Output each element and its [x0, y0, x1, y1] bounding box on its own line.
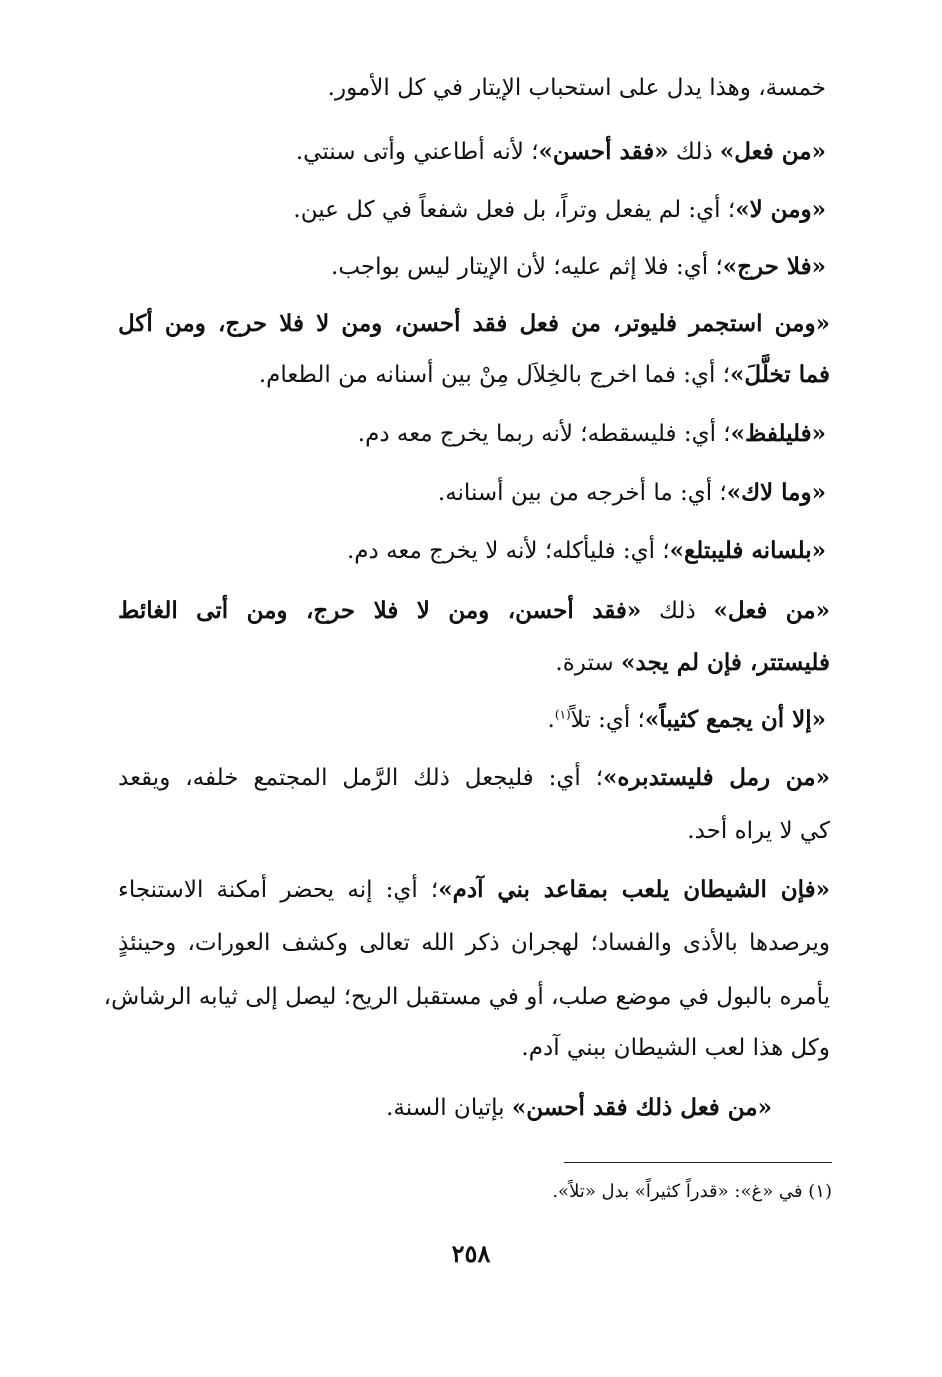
text-line: «من فعل ذلك فقد أحسن» بإتيان السنة. — [386, 1094, 772, 1121]
text-line: يأمره بالبول في موضع صلب، أو في مستقبل الريح؛ ليصل إلى ثيابه الرشاش، — [103, 984, 830, 1010]
text-line: «من رمل فليستدبره»؛ أي: فليجعل ذلك الرَّمل المجتمع خلفه، ويقعد — [118, 764, 830, 791]
text-line: «ومن استجمر فليوتر، من فعل فقد أحسن، ومن لا فلا حرج، ومن أكل — [118, 310, 830, 337]
footnote: (١) في «غ»: «قدراً كثيراً» بدل «تلاً». — [552, 1181, 832, 1202]
text-line: «ومن لا»؛ أي: لم يفعل وتراً، بل فعل شفعاً في كل عين. — [293, 196, 826, 223]
text-line: «فإن الشيطان يلعب بمقاعد بني آدم»؛ أي: إنه يحضر أمكنة الاستنجاء — [118, 876, 830, 903]
text-line: كي لا يراه أحد. — [687, 818, 830, 844]
text-line: فليستتر، فإن لم يجد» سترة. — [555, 649, 830, 676]
text-line: «بلسانه فليبتلع»؛ أي: فليأكله؛ لأنه لا يخرج معه دم. — [346, 537, 826, 564]
text-line: «إلا أن يجمع كثيباً»؛ أي: تلاً$^{(١)}$. — [547, 706, 826, 733]
text-line: ويرصدها بالأذى والفساد؛ لهجران ذكر الله تعالى وكشف العورات، وحينئذٍ — [118, 930, 830, 956]
page-number: ٢٥٨ — [451, 1239, 491, 1268]
text-line: «من فعل» ذلك «فقد أحسن، ومن لا فلا حرج، ومن أتى الغائط — [118, 597, 830, 624]
text-line: «فليلفظ»؛ أي: فليسقطه؛ لأنه ربما يخرج معه دم. — [357, 420, 826, 447]
footnote-ref: (١) — [554, 707, 571, 722]
text-line: «فلا حرج»؛ أي: فلا إثم عليه؛ لأن الإيتار ليس بواجب. — [331, 253, 826, 280]
text-line: «من فعل» ذلك «فقد أحسن»؛ لأنه أطاعني وأتى سنتي. — [295, 138, 826, 165]
text-line: خمسة، وهذا يدل على استحباب الإيتار في كل الأمور. — [327, 75, 826, 101]
footnote-separator — [564, 1162, 832, 1163]
text-line: وكل هذا لعب الشيطان ببني آدم. — [521, 1035, 830, 1061]
text-line: «وما لاك»؛ أي: ما أخرجه من بين أسنانه. — [437, 479, 826, 506]
text-line: فما تخلَّلَ»؛ أي: فما اخرج بالخِلاَل مِنْ بين أسنانه من الطعام. — [258, 361, 830, 388]
